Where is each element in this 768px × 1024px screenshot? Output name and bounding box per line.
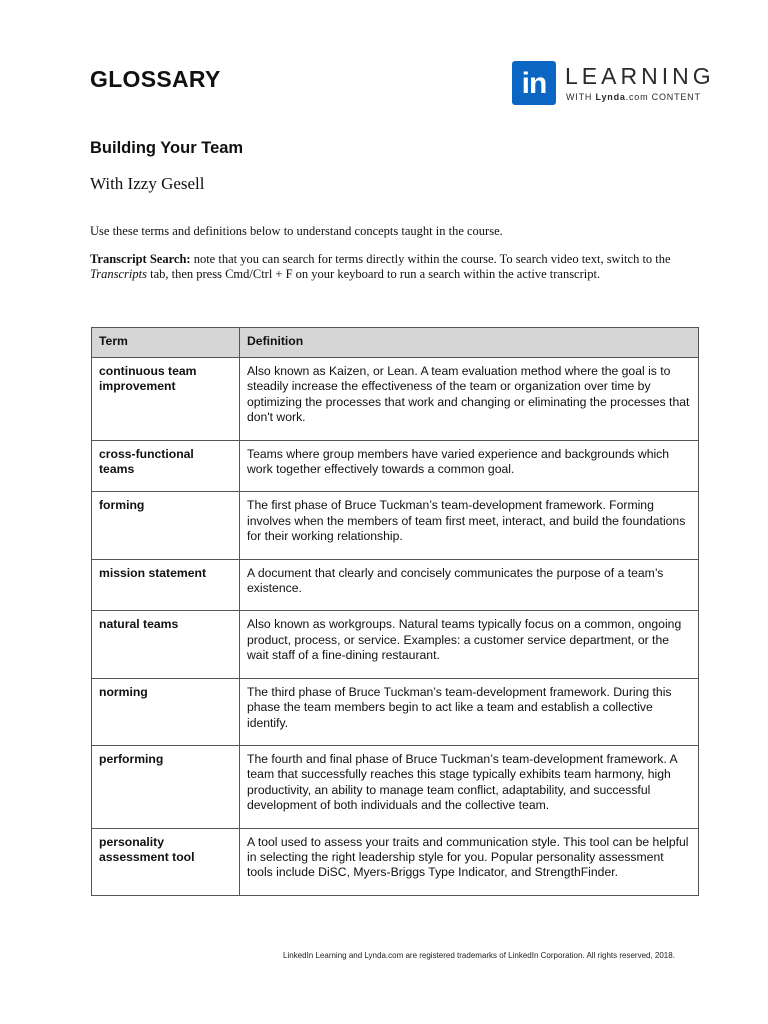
- linkedin-in-icon: in: [512, 61, 556, 105]
- definition-cell: Also known as workgroups. Natural teams typically focus on a common, ongoing product, process, or service. Examples: a customer service department, or the wait staff of a fine-dining restaurant.: [240, 611, 699, 678]
- term-cell: continuous team improvement: [92, 358, 240, 441]
- logo-wordmark: LEARNING: [565, 63, 715, 89]
- definition-column-header: Definition: [240, 328, 699, 358]
- table-row: [92, 492, 699, 559]
- course-author: With Izzy Gesell: [90, 174, 205, 193]
- logo-tagline-suffix: .com CONTENT: [625, 92, 701, 102]
- transcript-search-note: [90, 252, 715, 282]
- table-row: [92, 611, 699, 678]
- table-row: [92, 358, 699, 441]
- definition-cell: Teams where group members have varied experience and backgrounds which work together effectively towards a common goal.: [240, 440, 699, 492]
- term-cell: cross-functional teams: [92, 440, 240, 492]
- definition-cell: Also known as Kaizen, or Lean. A team evaluation method where the goal is to steadily increase the effectiveness of the team or organization over time by optimizing the processes that work and changing or eliminating the processes that don't work.: [240, 358, 699, 441]
- term-cell: natural teams: [92, 611, 240, 678]
- transcript-text-1: note that you can search for terms directly within the course. To search video text, switch to the: [190, 252, 671, 266]
- term-cell: mission statement: [92, 559, 240, 611]
- logo-tagline-prefix: WITH: [566, 92, 596, 102]
- term-column-header: Term: [92, 328, 240, 358]
- trademark-footer: LinkedIn Learning and Lynda.com are registered trademarks of LinkedIn Corporation. All rights reserved, 2018.: [283, 951, 675, 960]
- logo-tagline-brand: Lynda: [595, 92, 626, 102]
- term-cell: norming: [92, 678, 240, 745]
- glossary-table: [91, 327, 699, 896]
- transcript-search-label: Transcript Search:: [90, 252, 191, 266]
- linkedin-learning-logo: [512, 61, 715, 107]
- definition-cell: The first phase of Bruce Tuckman’s team-development framework. Forming involves when the members of team first meet, interact, and build the foundations for their working relationship.: [240, 492, 699, 559]
- transcript-text-2: tab, then press Cmd/Ctrl + F on your keyboard to run a search within the active transcript.: [146, 267, 601, 281]
- term-cell: forming: [92, 492, 240, 559]
- definition-cell: A document that clearly and concisely communicates the purpose of a team’s existence.: [240, 559, 699, 611]
- definition-cell: The fourth and final phase of Bruce Tuckman’s team-development framework. A team that successfully reaches this stage typically exhibits team harmony, high productivity, an ability to manage team conflict, adaptability, and successful development of both individuals and the collective team.: [240, 745, 699, 828]
- table-row: [92, 828, 699, 895]
- course-title: Building Your Team: [90, 139, 244, 157]
- logo-tagline: [566, 92, 701, 102]
- transcripts-tab-name: Transcripts: [90, 267, 147, 281]
- intro-text: Use these terms and definitions below to understand concepts taught in the course.: [90, 224, 503, 238]
- definition-cell: The third phase of Bruce Tuckman’s team-development framework. During this phase the team members begin to act like a team and establish a collective identify.: [240, 678, 699, 745]
- table-row: [92, 559, 699, 611]
- definition-cell: A tool used to assess your traits and communication style. This tool can be helpful in selecting the right leadership style for you. Popular personality assessment tools include DiSC, Myers-Briggs Type Indicator, and StrengthFinder.: [240, 828, 699, 895]
- table-row: [92, 678, 699, 745]
- table-header-row: [92, 328, 699, 358]
- table-row: [92, 440, 699, 492]
- term-cell: performing: [92, 745, 240, 828]
- table-row: [92, 745, 699, 828]
- term-cell: personality assessment tool: [92, 828, 240, 895]
- glossary-title: GLOSSARY: [90, 66, 221, 92]
